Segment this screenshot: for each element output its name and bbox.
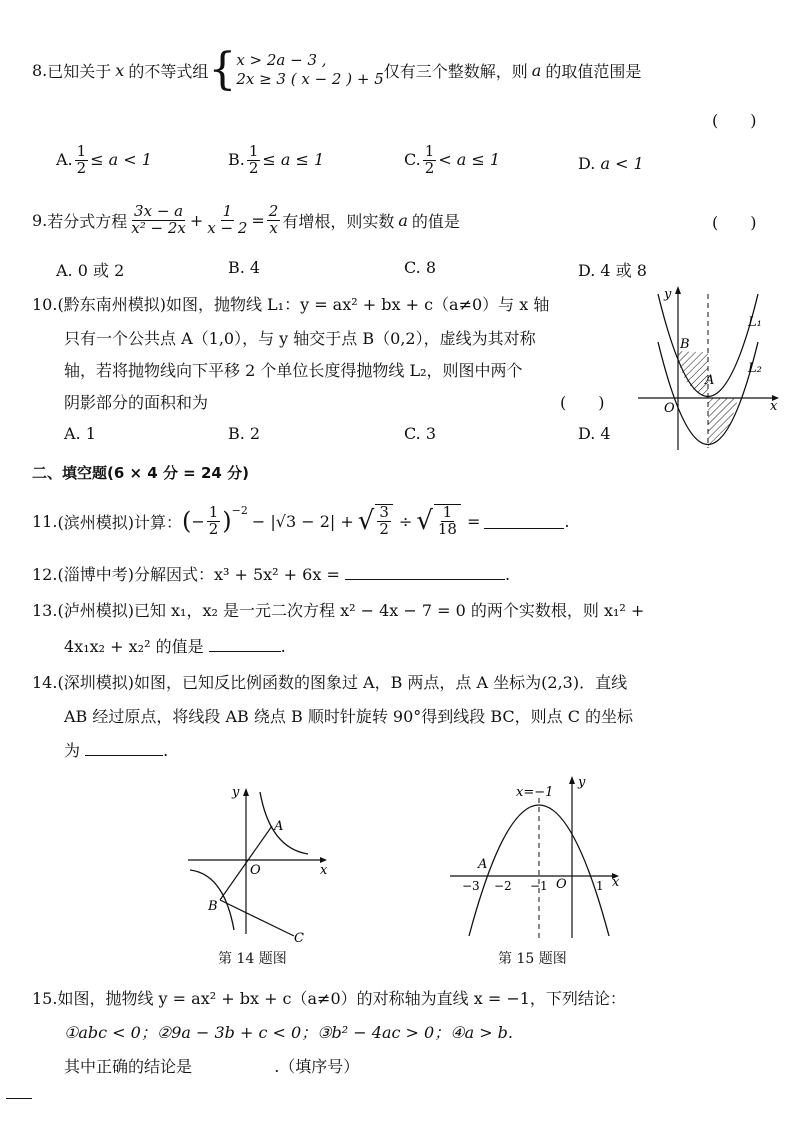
q8-option-a-label: A.	[56, 149, 73, 169]
q13-end: .	[280, 637, 286, 656]
q13-line-1	[32, 598, 644, 621]
q10-label-y: y	[664, 287, 672, 302]
q11-answer-blank[interactable]	[484, 514, 564, 529]
q8-option-a-tail: ≤ a < 1	[90, 149, 152, 169]
q15-number: 15.	[32, 989, 58, 1008]
q9-option-b[interactable]: B. 4	[228, 258, 261, 277]
q11-sqrt-2-frac	[434, 504, 461, 538]
q9-fraction-3	[267, 201, 281, 237]
figure-15	[444, 770, 634, 942]
q12-text: (淄博中考)分解因式：x³ + 5x² + 6x =	[57, 565, 340, 584]
q8-ineq-1: x > 2a − 3 ,	[236, 50, 327, 69]
q14-answer-blank[interactable]	[85, 741, 163, 756]
q11-mid: − |√3 − 2| +	[251, 511, 354, 531]
q8-option-d[interactable]	[578, 154, 644, 173]
q8-mid: 的不等式组	[128, 61, 209, 81]
q9-post: 有增根，则实数	[282, 211, 395, 231]
q10-option-c[interactable]: C. 3	[404, 424, 437, 443]
q9-answer-paren: ( )	[712, 213, 757, 232]
fig15-tick-1: 1	[596, 879, 604, 893]
q13-text-2: 4x₁x₂ + x₂² 的值是	[64, 637, 204, 656]
q11-sqrt-1	[358, 504, 395, 538]
q8-option-c-frac	[423, 144, 437, 177]
frac-den: 2	[424, 158, 435, 177]
fig15-tick-neg3: −3	[462, 879, 480, 893]
q11-equals: =	[466, 511, 481, 531]
frac-num: 2	[268, 201, 279, 220]
q8-pre: 已知关于	[47, 61, 112, 81]
q14-number: 14.	[32, 673, 58, 692]
q11-paren-close: )	[222, 507, 232, 535]
frac-num: 3	[379, 503, 389, 522]
section-2-heading: 二、填空题(6 × 4 分 = 24 分)	[32, 464, 249, 482]
frac-den: x² − 2x	[131, 218, 186, 237]
fig14-label-c: C	[294, 931, 304, 944]
q11-base-fraction	[207, 502, 221, 538]
q8-answer-paren: ( )	[712, 111, 757, 130]
frac-num: 1	[222, 201, 233, 220]
figure-14	[180, 784, 340, 944]
q11-number: 11.	[32, 511, 58, 531]
q8-option-c-label: C.	[404, 149, 421, 169]
q14-text-3: 为	[64, 741, 81, 760]
q15-text-3a: 其中正确的结论是	[64, 1057, 193, 1076]
q8-option-a[interactable]	[56, 144, 152, 177]
q13-line-2	[64, 634, 286, 657]
q10-label-o: O	[664, 401, 675, 416]
fig14-y-arrow	[243, 788, 249, 796]
q11-sqrt-1-frac	[375, 504, 393, 538]
fig14-label-x: x	[320, 863, 328, 878]
frac-den: 2	[379, 520, 389, 538]
q8-var-a: a	[531, 60, 542, 80]
q8-post: 仅有三个整数解，则	[383, 61, 528, 81]
q10-text-1: (黔东南州模拟)如图，抛物线 L₁：y = ax² + bx + c（a≠0）与 x 轴	[57, 295, 550, 314]
question-9-stem	[32, 198, 460, 242]
question-11	[32, 498, 569, 544]
q8-option-d-text: a < 1	[600, 154, 644, 173]
frac-num: 1	[248, 142, 259, 160]
q10-shaded-right	[708, 398, 738, 446]
q9-fraction-2	[205, 201, 249, 237]
q10-label-b: B	[680, 337, 690, 352]
q15-text-1: 如图，抛物线 y = ax² + bx + c（a≠0）的对称轴为直线 x = −1，下列结论：	[57, 989, 626, 1008]
q8-var-x: x	[115, 60, 125, 80]
fig15-axis-label: x=−1	[516, 785, 554, 800]
q11-exponent: −2	[231, 504, 248, 517]
q10-label-l1: L₁	[748, 315, 762, 330]
q11-pre: (滨州模拟)计算：	[57, 512, 182, 532]
q10-y-arrow	[675, 286, 681, 294]
q10-label-a: A	[705, 373, 715, 388]
q9-plus: +	[189, 210, 204, 230]
fig15-label-a: A	[478, 857, 488, 872]
frac-num: 1	[424, 142, 435, 160]
q15-line-2: ①abc < 0；②9a − 3b + c < 0；③b² − 4ac > 0；④a > b.	[64, 1023, 514, 1042]
q8-brace: {	[208, 44, 237, 95]
q8-option-b-tail: ≤ a ≤ 1	[262, 149, 325, 169]
footer-rule	[6, 1098, 32, 1099]
q8-option-b[interactable]	[228, 144, 324, 177]
frac-den: 2	[76, 158, 87, 177]
q14-line-2: AB 经过原点，将线段 AB 绕点 B 顺时针旋转 90°得到线段 BC，则点 C 的坐标	[64, 707, 634, 726]
figure-15-caption: 第 15 题图	[498, 951, 567, 967]
q8-option-a-frac	[75, 144, 89, 177]
frac-num: 1	[208, 502, 219, 521]
frac-den: 2	[208, 519, 219, 538]
q9-end: 的值是	[411, 211, 460, 231]
q8-option-d-label: D.	[578, 154, 596, 173]
q8-number: 8.	[32, 60, 48, 80]
fig15-y-arrow	[569, 776, 575, 784]
fig15-tick-neg1: −1	[530, 879, 548, 893]
q9-number: 9.	[32, 210, 48, 230]
q9-option-c[interactable]: C. 8	[404, 258, 437, 277]
q9-equals: =	[251, 210, 265, 230]
q8-option-c-tail: < a ≤ 1	[438, 149, 501, 169]
frac-den: x − 2	[207, 218, 248, 237]
q10-option-a[interactable]: A. 1	[64, 424, 96, 443]
q12-answer-blank[interactable]	[345, 565, 505, 580]
q15-line-1	[32, 986, 626, 1009]
q8-option-b-label: B.	[228, 149, 245, 169]
q10-option-d[interactable]: D. 4	[578, 424, 611, 443]
fig14-label-a: A	[274, 819, 284, 834]
q13-text-1: (泸州模拟)已知 x₁，x₂ 是一元二次方程 x² − 4x − 7 = 0 的两个实数根，则 x₁² +	[57, 601, 645, 620]
fig14-label-o: O	[250, 863, 261, 878]
fig14-label-b: B	[208, 899, 218, 914]
q9-option-a[interactable]: A. 0 或 2	[56, 261, 125, 280]
fig14-label-y: y	[232, 785, 240, 800]
question-8-stem	[32, 46, 641, 94]
sqrt-sign: √	[416, 506, 433, 536]
q11-base-sign: −	[191, 511, 205, 531]
q11-end: .	[564, 511, 570, 531]
q10-figure	[636, 284, 786, 452]
q15-text-3b: .（填序号）	[274, 1057, 360, 1076]
question-12	[32, 562, 510, 585]
q10-shaded-left	[678, 350, 708, 398]
q10-label-x: x	[770, 399, 778, 414]
frac-den: 2	[248, 158, 259, 177]
q10-number: 10.	[32, 295, 58, 314]
q13-number: 13.	[32, 601, 58, 620]
frac-den: 18	[437, 520, 457, 538]
q14-text-1: (深圳模拟)如图，已知反比例函数的图象过 A，B 两点，点 A 坐标为(2,3)．直线	[57, 673, 628, 692]
frac-num: 3x − a	[134, 201, 184, 220]
fig15-label-x: x	[612, 875, 620, 890]
q12-end: .	[504, 565, 511, 584]
q11-paren-open: (	[181, 507, 192, 535]
q14-end: .	[163, 741, 169, 760]
q8-ineq-2: 2x ≥ 3 ( x − 2 ) + 5	[236, 70, 384, 88]
q11-sqrt-2	[416, 504, 463, 538]
q15-line-3	[64, 1054, 359, 1077]
q9-option-d[interactable]: D. 4 或 8	[578, 261, 647, 280]
q10-option-b[interactable]: B. 2	[228, 424, 261, 443]
q9-pre: 若分式方程	[47, 211, 128, 231]
q10-line-2: 只有一个公共点 A（1,0），与 y 轴交于点 B（0,2），虚线为其对称	[64, 329, 536, 348]
q10-label-l2: L₂	[748, 361, 762, 376]
q9-fraction-1	[129, 201, 188, 237]
q8-end: 的取值范围是	[545, 61, 642, 81]
fig15-label-y: y	[578, 775, 586, 790]
q10-line-3: 轴，若将抛物线向下平移 2 个单位长度得抛物线 L₂，则图中两个	[64, 361, 523, 380]
sqrt-sign: √	[357, 506, 375, 536]
q12-number: 12.	[32, 565, 58, 584]
q8-inequality-system	[236, 51, 383, 90]
q13-answer-blank[interactable]	[209, 637, 281, 652]
q14-line-1	[32, 670, 627, 693]
q10-answer-paren: ( )	[560, 393, 605, 412]
frac-den: x	[269, 218, 278, 237]
q10-line-4: 阴影部分的面积和为	[64, 393, 209, 412]
q8-option-b-frac	[247, 144, 261, 177]
fig15-label-o: O	[556, 877, 567, 892]
fig15-tick-neg2: −2	[494, 879, 512, 893]
fig14-hyperbola-upper	[260, 792, 308, 854]
q11-divide: ÷	[398, 511, 413, 531]
q8-option-c[interactable]	[404, 144, 500, 177]
q9-var-a: a	[398, 210, 408, 230]
frac-num: 1	[442, 503, 453, 522]
figure-14-caption: 第 14 题图	[218, 951, 287, 967]
frac-num: 1	[76, 142, 87, 160]
q10-line-1	[32, 292, 549, 315]
q14-line-3	[64, 738, 168, 761]
